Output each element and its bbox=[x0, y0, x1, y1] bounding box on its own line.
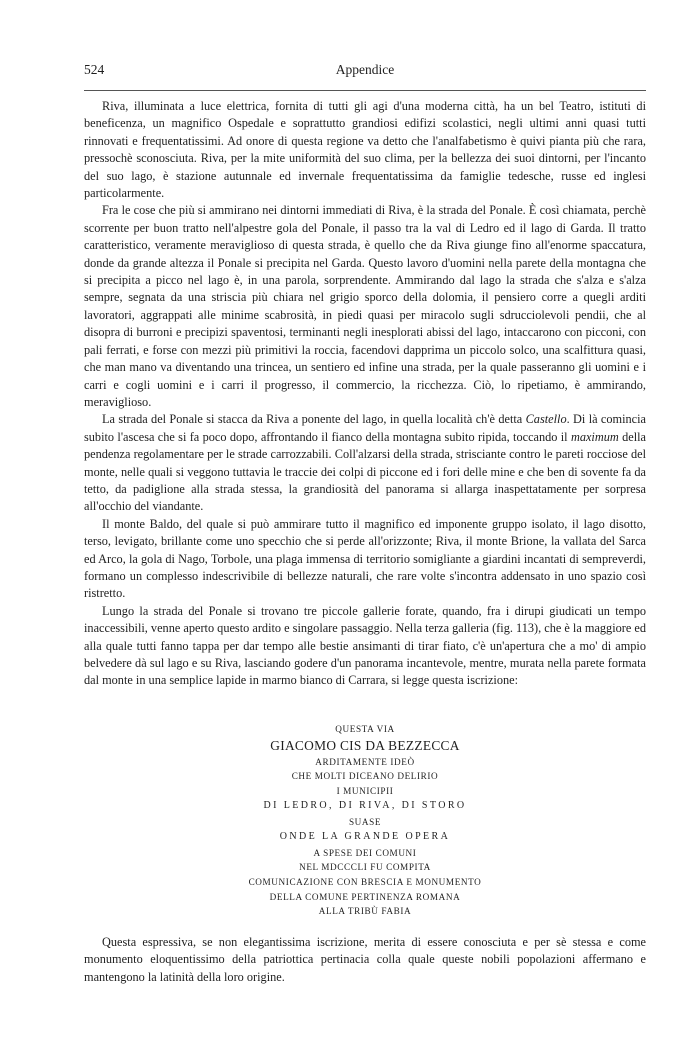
inscription-line: NEL MDCCCLI FU COMPITA bbox=[299, 862, 431, 873]
page-number: 524 bbox=[84, 62, 105, 77]
paragraph-text: della pendenza regolamentare per le strade carrozzabili. Coll'alzarsi della strada, strisciante contro le pareti rocciose del monte, nelle quali si veggono tuttavia le traccie dei colpi di piccone ed i fori delle mine e che ben di sovente fa da tetto, da padiglione alla strada stessa, la grandiosità del panorama si allarga inaspettatamente per sorpresa all'occhio del viandante. bbox=[84, 429, 646, 514]
inscription-line: GIACOMO CIS DA BEZZECCA bbox=[270, 737, 460, 753]
inscription-line: CHE MOLTI DICEANO DELIRIO bbox=[291, 771, 439, 782]
inscription-line: SUASE bbox=[348, 816, 382, 827]
italic-term: Castello bbox=[525, 412, 567, 427]
paragraph-text: . Di là comincia subito l'ascesa che si fa poco dopo, affrontando il fianco della montagna subito ripida, toccando il bbox=[84, 412, 646, 444]
inscription-line: I MUNICIPII bbox=[336, 785, 394, 796]
paragraph-ponale: Fra le cose che più si ammirano nei dintorni immediati di Riva, è la strada del Ponale. È così chiamata, perchè scorrente per buon tratto nell'alpestre gola del Ponale, il passo tra la val di Ledro ed il lago di Garda. Il tratto caratteristico, veramente meraviglioso di questa strada, è quello che da Riva giunge fino all'enorme spaccatura, donde da grande altezza il Ponale si precipita nel Garda. Questo lavoro d'uomini nella parete della montagna che si precipita a picco nel lago è, in una parola, sorprendente. Ammirando dal lago la strada che s'alza e s'alza sempre, segnata da una striscia più chiara nel grigio sporco della dolomia, il pensiero corre a quegli arditi lavoratori, aggrappati alle minime scabrosità, in piedi quasi per miracolo sugli sdrucciolevoli pendii, che al disopra di burroni e precipizi spaventosi, terminanti negli inesplorati abissi del lago, intaccarono con picconi, con pali ferrati, e forse con mezzi più primitivi la roccia, facendovi dapprima un piccolo solco, una scalfittura quasi, che man mano va diventando una trincea, un sentiero ed infine una strada, per la quale passeranno gli uomini e i carri e cogli uomini e i carri il progresso, il commercio, la ricchezza. Ciò, lo ripetiamo, è ammirando, meraviglioso. bbox=[84, 203, 646, 409]
inscription-line: ALLA TRIBÙ FABIA bbox=[318, 906, 412, 917]
inscription-line: ARDITAMENTE IDEÒ bbox=[315, 756, 415, 767]
italic-term: maximum bbox=[570, 429, 619, 444]
inscription-line: QUESTA VIA bbox=[335, 724, 395, 734]
inscription-line: ONDE LA GRANDE OPERA bbox=[279, 831, 451, 843]
paragraph-text: La strada del Ponale si stacca da Riva a ponente del lago, in quella località ch'è detta bbox=[102, 412, 526, 427]
paragraph-castello bbox=[84, 411, 646, 515]
header-rule bbox=[84, 90, 646, 91]
running-title: Appendice bbox=[335, 62, 395, 77]
inscription bbox=[84, 722, 646, 919]
paragraph-closing: Questa espressiva, se non elegantissima iscrizione, merita di essere conosciuta e per sè stessa e come monumento eloquentissimo della patriottica pertinacia colla quale queste nobili popolazioni affermano e mantengono la latinità della loro origine. bbox=[84, 935, 646, 984]
page-header bbox=[84, 62, 646, 82]
paragraph-baldo: Il monte Baldo, del quale si può ammirare tutto il magnifico ed imponente gruppo isolato, il lago disotto, terso, levigato, brillante come uno specchio che si perde all'orizzonte; Riva, il monte Brione, la vallata del Sarca ed Arco, la gola di Nago, Torbole, una plaga immensa di territorio somigliante a giardini incantati di sempreverdi, formano un complesso indescrivibile di bellezze naturali, che rare volte s'incontra addensato in uno spazio così ristretto. bbox=[84, 516, 646, 601]
closing-text bbox=[84, 934, 646, 986]
paragraph-riva: Riva, illuminata a luce elettrica, fornita di tutti gli agi d'una moderna città, ha un bel Teatro, istituti di beneficenza, un magnifico Ospedale e soprattutto grandiosi edifizi scolastici, negli ultimi anni quasi tutti rinnovati e frequentatissimi. Ad onore di questa regione va detto che l'analfabetismo è quivi pianta più che rara, pressochè sconosciuta. Riva, per la mite uniformità del suo clima, per la bellezza dei suoi dintorni, per l'incanto del suo lago, è stazione autunnale ed invernale frequentatissima da famiglie tedesche, russe ed inglesi particolarmente. bbox=[84, 99, 646, 201]
inscription-line: DI LEDRO, DI RIVA, DI STORO bbox=[263, 800, 467, 812]
paragraph-gallerie: Lungo la strada del Ponale si trovano tre piccole gallerie forate, quando, fra i dirupi giudicati un tempo inaccessibili, venne aperto questo ardito e singolare passaggio. Nella terza galleria (fig. 113), che è la maggiore ed alla quale tutti fanno tappa per dar tempo alle bestie ansimanti di tirar fiato, c'è un'apertura che a mo' di ampio belvedere dà sul lago e su Riva, lasciando godere d'un panorama incantevole, mentre, murata nella parete formata dal monte in una semplice lapide in marmo bianco di Carrara, si legge questa iscrizione: bbox=[84, 603, 646, 688]
inscription-line: A SPESE DEI COMUNI bbox=[313, 847, 417, 858]
inscription-line: DELLA COMUNE PERTINENZA ROMANA bbox=[269, 891, 461, 902]
body-text bbox=[84, 98, 646, 690]
inscription-line: COMUNICAZIONE CON BRESCIA E MONUMENTO bbox=[248, 876, 482, 887]
